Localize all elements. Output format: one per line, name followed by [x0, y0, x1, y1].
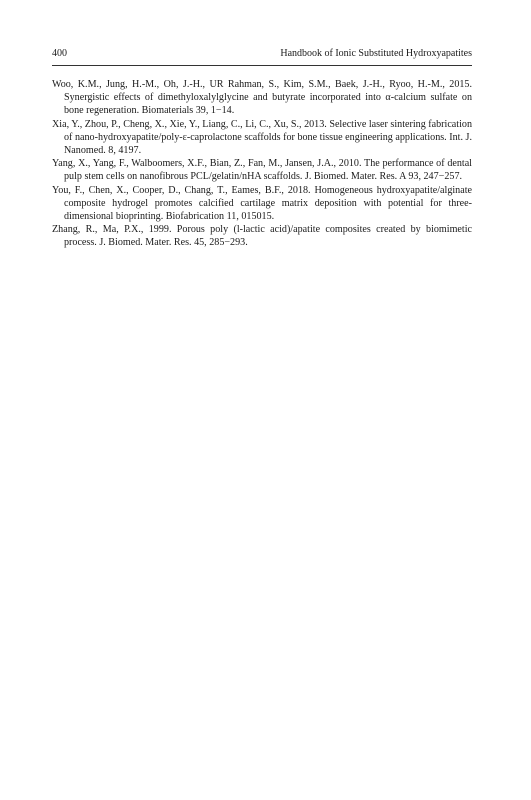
- reference-entry: Zhang, R., Ma, P.X., 1999. Porous poly (l-lactic acid)/apatite composites created by biomimetic process. J. Biomed. Mater. Res. 45, 285−293.: [52, 224, 472, 249]
- page-number: 400: [52, 48, 67, 59]
- reference-entry: Woo, K.M., Jung, H.-M., Oh, J.-H., UR Rahman, S., Kim, S.M., Baek, J.-H., Ryoo, H.-M., 2015. Synergistic effects of dimethyloxalylglycine and butyrate incorporated into α-calcium sulfate on bone regeneration. Biomaterials 39, 1−14.: [52, 79, 472, 117]
- running-header: [52, 48, 472, 64]
- header-divider: [52, 65, 472, 66]
- reference-entry: You, F., Chen, X., Cooper, D., Chang, T., Eames, B.F., 2018. Homogeneous hydroxyapatite/alginate composite hydrogel promotes calcified cartilage matrix deposition with potential for three-dimensional bioprinting. Biofabrication 11, 015015.: [52, 184, 472, 223]
- reference-entry: Xia, Y., Zhou, P., Cheng, X., Xie, Y., Liang, C., Li, C., Xu, S., 2013. Selective laser sintering fabrication of nano-hydroxyapatite/poly-ε-caprolactone scaffolds for bone tissue engineering applications. Int. J. Nanomed. 8, 4197.: [52, 118, 472, 157]
- reference-entry: Yang, X., Yang, F., Walboomers, X.F., Bian, Z., Fan, M., Jansen, J.A., 2010. The performance of dental pulp stem cells on nanofibrous PCL/gelatin/nHA scaffolds. J. Biomed. Mater. Res. A 93, 247−257.: [52, 158, 472, 183]
- running-title: Handbook of Ionic Substituted Hydroxyapatites: [280, 48, 472, 59]
- reference-list: [52, 78, 472, 250]
